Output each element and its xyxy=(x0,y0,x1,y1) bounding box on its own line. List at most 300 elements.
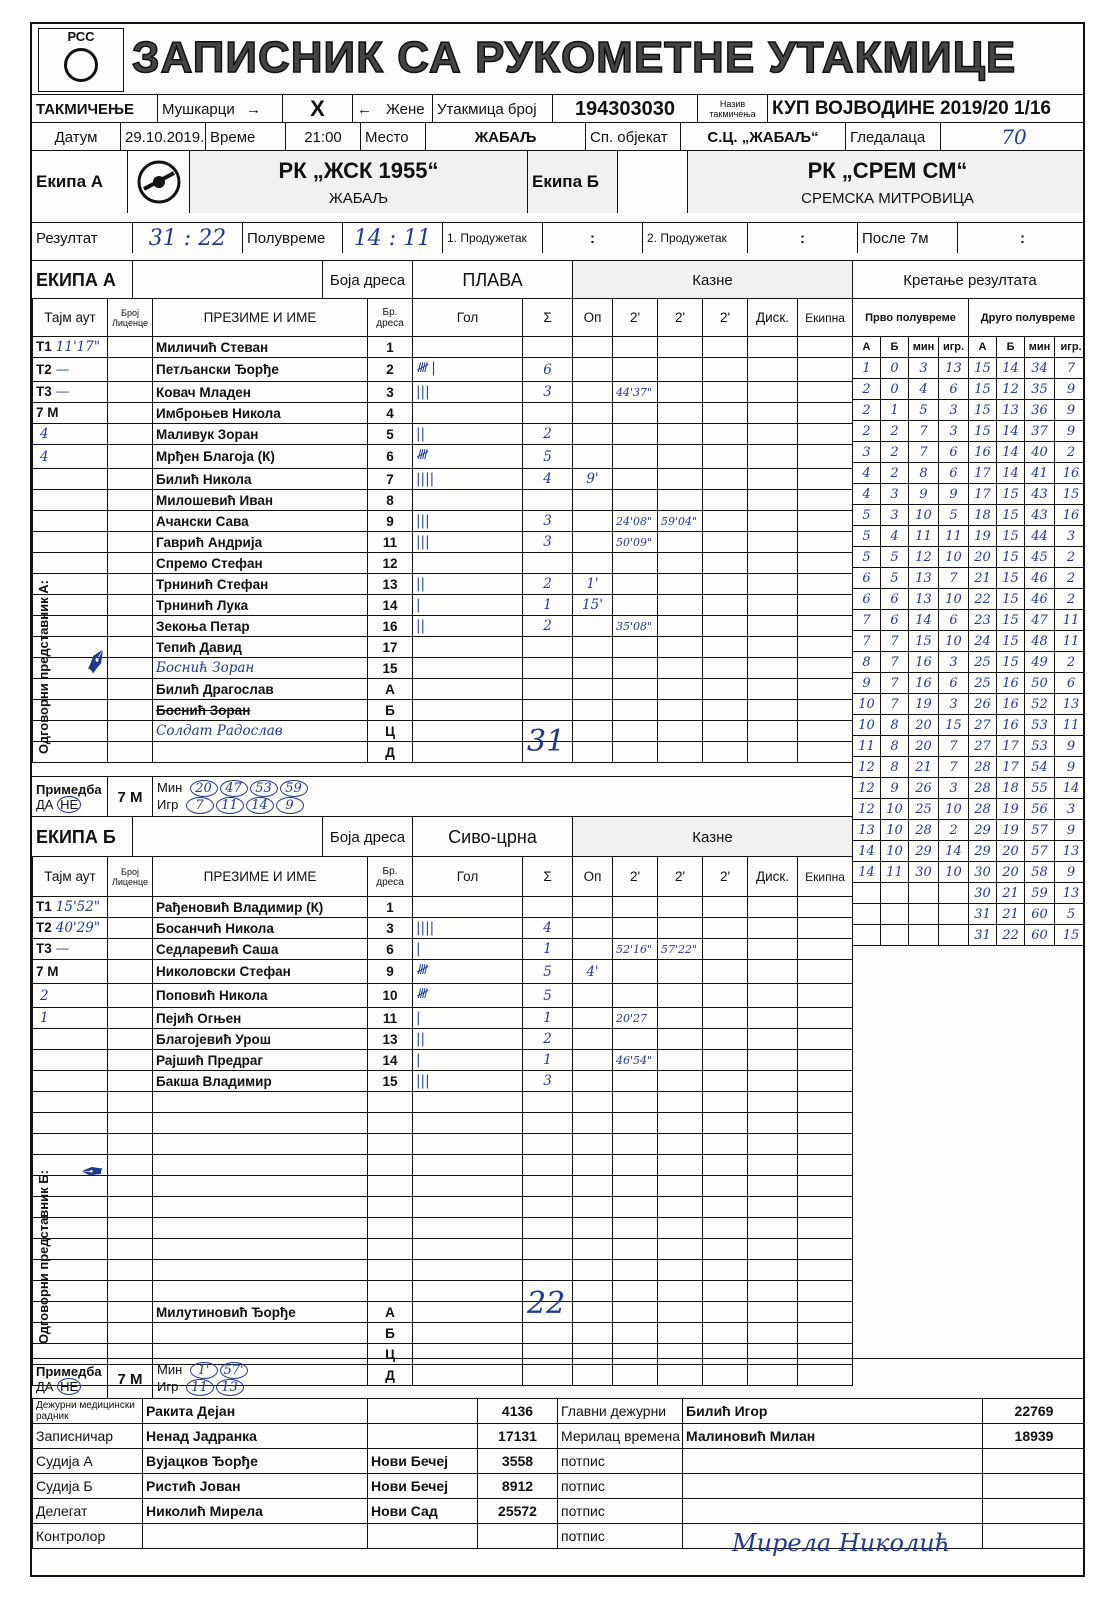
empty-cell xyxy=(748,1197,798,1218)
warning-cell xyxy=(573,490,613,511)
empty-cell xyxy=(703,1155,748,1176)
progress-cell: 53 xyxy=(1025,715,1055,736)
colb-licence: Број Лиценце xyxy=(108,857,153,897)
empty-cell xyxy=(573,1239,613,1260)
progress-cell: 44 xyxy=(1025,526,1055,547)
warning-cell xyxy=(573,358,613,382)
suspension-2 xyxy=(658,574,703,595)
warning-cell xyxy=(573,658,613,679)
timeout-label: 7 M xyxy=(36,963,59,979)
progress-cell: 22 xyxy=(969,589,997,610)
progress-cell: 13 xyxy=(1055,694,1085,715)
team-a-name: РК „ЖСК 1955“ xyxy=(278,157,439,183)
suspension-3 xyxy=(703,897,748,918)
progress-cell: 49 xyxy=(1025,652,1055,673)
p-b1: Б xyxy=(881,337,909,358)
player-name: Трнинић Стефан xyxy=(153,574,368,595)
col-disq: Диск. xyxy=(748,299,798,337)
player-name: Рађеновић Владимир (К) xyxy=(153,897,368,918)
table-row xyxy=(33,553,853,574)
official-name: Вујацков Ђорђе xyxy=(143,1449,368,1474)
disq-cell xyxy=(748,1071,798,1092)
player-name: Тепић Давид xyxy=(153,637,368,658)
empty-cell xyxy=(573,1260,613,1281)
suspension-1 xyxy=(613,984,658,1008)
goal-tally: ||| xyxy=(413,1071,523,1092)
progress-cell: 3 xyxy=(939,400,969,421)
team-a-title: ЕКИПА А xyxy=(36,269,116,290)
time-value: 21:00 xyxy=(285,123,360,151)
empty-cell xyxy=(573,1134,613,1155)
p-min2: мин xyxy=(1025,337,1055,358)
team-b-box xyxy=(687,151,1085,213)
progress-cell: 7 xyxy=(881,694,909,715)
licence-cell xyxy=(108,424,153,445)
suspension-1 xyxy=(613,358,658,382)
progress-cell: 7 xyxy=(909,421,939,442)
note-b-min-label: Мин xyxy=(157,1362,183,1377)
note-b-min-values xyxy=(190,1363,250,1378)
progress-cell: 10 xyxy=(939,862,969,883)
team-penalty-cell xyxy=(798,445,853,469)
official-city: Нови Сад xyxy=(368,1499,478,1524)
official-role-2: потпис xyxy=(558,1499,683,1524)
progress-cell: 12 xyxy=(997,379,1025,400)
progress-cell: 8 xyxy=(881,757,909,778)
competition-name-label: Назив такмичења xyxy=(697,95,767,123)
note-a-yes[interactable]: ДА xyxy=(36,797,54,812)
empty-cell xyxy=(368,1260,413,1281)
competition-name: КУП ВОЈВОДИНЕ 2019/20 1/16 xyxy=(767,95,1085,123)
timeout-cell xyxy=(33,382,108,403)
timeout-cell xyxy=(33,984,108,1008)
suspension-2 xyxy=(658,445,703,469)
suspension-3 xyxy=(703,469,748,490)
suspension-1 xyxy=(613,1029,658,1050)
team-b-total: 22 xyxy=(527,1286,566,1321)
empty-cell xyxy=(613,1260,658,1281)
empty-cell xyxy=(613,1323,658,1344)
after7-value: : xyxy=(957,223,1085,253)
table-row xyxy=(33,1050,853,1071)
empty-cell xyxy=(413,1176,523,1197)
progress-cell: 19 xyxy=(909,694,939,715)
progress-cell: 15 xyxy=(969,421,997,442)
jersey-number: 14 xyxy=(368,595,413,616)
official-role-2: потпис xyxy=(558,1449,683,1474)
licence-cell xyxy=(108,1071,153,1092)
timeout-cell xyxy=(33,1071,108,1092)
team-b-note-row xyxy=(32,1358,1085,1399)
note-a-igr-label: Игр xyxy=(157,797,179,812)
jersey-number: 6 xyxy=(368,445,413,469)
official-role: Контролор xyxy=(33,1524,143,1549)
official-row xyxy=(33,1499,1086,1524)
progress-cell: 2 xyxy=(1055,568,1085,589)
progress-cell: 6 xyxy=(853,589,881,610)
rep-b-label: Одговорни представник Б: xyxy=(36,1170,51,1344)
team-penalty-cell xyxy=(798,742,853,763)
empty-cell xyxy=(613,1134,658,1155)
empty-row xyxy=(33,1260,853,1281)
goal-tally: 𝍸 | xyxy=(413,358,523,382)
progress-cell: 14 xyxy=(997,463,1025,484)
empty-cell xyxy=(523,1323,573,1344)
progress-cell: 26 xyxy=(909,778,939,799)
progress-cell: 30 xyxy=(969,883,997,904)
goal-tally: |||| xyxy=(413,469,523,490)
suspension-1 xyxy=(613,721,658,742)
official-id-2 xyxy=(983,1499,1086,1524)
seven-m-value: 47 xyxy=(220,780,248,797)
note-b-igr-label: Игр xyxy=(157,1379,179,1394)
progress-cell: 10 xyxy=(881,799,909,820)
suspension-2 xyxy=(658,679,703,700)
suspension-3 xyxy=(703,403,748,424)
team-penalty-cell xyxy=(798,918,853,939)
empty-cell xyxy=(798,1260,853,1281)
empty-cell xyxy=(413,1239,523,1260)
progress-cell: 10 xyxy=(939,799,969,820)
progress-cell: 46 xyxy=(1025,568,1055,589)
team-b-players-table xyxy=(32,856,853,1386)
empty-cell xyxy=(748,1260,798,1281)
licence-cell xyxy=(108,960,153,984)
empty-cell xyxy=(703,1323,748,1344)
progress-cell: 14 xyxy=(909,610,939,631)
progress-cell: 5 xyxy=(909,400,939,421)
suspension-2 xyxy=(658,742,703,763)
team-penalty-cell xyxy=(798,574,853,595)
progress-cell: 48 xyxy=(1025,631,1055,652)
empty-cell xyxy=(748,1092,798,1113)
colb-team: Екипна xyxy=(798,857,853,897)
empty-cell xyxy=(413,1092,523,1113)
team-penalty-cell xyxy=(798,658,853,679)
competition-label: ТАКМИЧЕЊЕ xyxy=(36,100,134,118)
empty-cell xyxy=(413,1302,523,1323)
empty-row xyxy=(33,1281,853,1302)
progress-cell xyxy=(909,904,939,925)
handball-icon xyxy=(64,48,98,82)
team-penalty-cell xyxy=(798,490,853,511)
player-name: Трнинић Лука xyxy=(153,595,368,616)
team-a-columns xyxy=(33,299,853,337)
timeout-value: 4 xyxy=(40,426,49,442)
official-name-2 xyxy=(683,1449,983,1474)
team-penalty-cell xyxy=(798,532,853,553)
col-goal: Гол xyxy=(413,299,523,337)
licence-cell xyxy=(108,382,153,403)
team-penalty-cell xyxy=(798,721,853,742)
logo-text: РСС xyxy=(67,29,95,44)
warning-cell xyxy=(573,382,613,403)
table-row xyxy=(33,1008,853,1029)
empty-cell xyxy=(573,1323,613,1344)
empty-cell xyxy=(153,1239,368,1260)
progress-cell xyxy=(939,925,969,946)
empty-row xyxy=(33,1092,853,1113)
progress-cell: 23 xyxy=(969,610,997,631)
progress-cell: 30 xyxy=(969,862,997,883)
progress-row xyxy=(853,400,1086,421)
progress-cell xyxy=(881,925,909,946)
empty-cell xyxy=(703,1260,748,1281)
progress-cell: 2 xyxy=(939,820,969,841)
goal-sum xyxy=(523,679,573,700)
progress-cell: 3 xyxy=(939,421,969,442)
empty-cell xyxy=(613,1302,658,1323)
suspension-3 xyxy=(703,637,748,658)
goal-tally xyxy=(413,700,523,721)
progress-cell: 14 xyxy=(997,442,1025,463)
note-a-igr-row xyxy=(157,797,306,814)
penalties-label-b: Казне xyxy=(572,817,852,857)
licence-cell xyxy=(108,532,153,553)
goal-sum: 2 xyxy=(523,424,573,445)
progress-cell: 21 xyxy=(997,904,1025,925)
warning-cell xyxy=(573,553,613,574)
suspension-2 xyxy=(658,1050,703,1071)
suspension-3 xyxy=(703,1008,748,1029)
team-penalty-cell xyxy=(798,679,853,700)
progress-cell: 56 xyxy=(1025,799,1055,820)
suspension-1 xyxy=(613,403,658,424)
suspension-1 xyxy=(613,595,658,616)
progress-cell: 20 xyxy=(997,862,1025,883)
licence-cell xyxy=(108,679,153,700)
timeout-label: T1 xyxy=(36,339,52,354)
disq-cell xyxy=(748,490,798,511)
jersey-number: 15 xyxy=(368,658,413,679)
progress-cell: 28 xyxy=(969,799,997,820)
empty-cell xyxy=(413,1218,523,1239)
empty-cell xyxy=(798,1176,853,1197)
colb-jersey: Бр. дреса xyxy=(368,857,413,897)
result-row xyxy=(32,222,1085,253)
note-b-no[interactable]: НЕ xyxy=(57,1378,81,1395)
suspension-2 xyxy=(658,960,703,984)
warning-cell xyxy=(573,403,613,424)
suspension-1: 52'16" xyxy=(613,939,658,960)
empty-cell xyxy=(613,1239,658,1260)
note-a-label: Примедба xyxy=(36,782,102,797)
progress-cell: 37 xyxy=(1025,421,1055,442)
progress-cell: 13 xyxy=(853,820,881,841)
warning-cell: 4' xyxy=(573,960,613,984)
note-a-no[interactable]: НЕ xyxy=(57,796,81,813)
player-name: Боснић Зоран xyxy=(153,700,368,721)
jersey-number: 4 xyxy=(368,403,413,424)
progress-cell: 2 xyxy=(853,379,881,400)
progress-cell: 46 xyxy=(1025,589,1055,610)
progress-cell: 8 xyxy=(881,736,909,757)
progress-cell: 15 xyxy=(997,589,1025,610)
progress-row xyxy=(853,421,1086,442)
spectators-label: Гледалаца xyxy=(845,123,940,151)
table-row xyxy=(33,574,853,595)
progress-cell xyxy=(909,883,939,904)
progress-cell: 17 xyxy=(997,736,1025,757)
progress-cell: 20 xyxy=(969,547,997,568)
progress-cell: 5 xyxy=(939,505,969,526)
progress-cell: 6 xyxy=(939,463,969,484)
timeout-label: T2 xyxy=(36,920,52,935)
player-name: Имброњев Никола xyxy=(153,403,368,424)
progress-cell: 9 xyxy=(1055,757,1085,778)
progress-cell: 15 xyxy=(969,400,997,421)
empty-cell xyxy=(108,1176,153,1197)
rep-a-label: Одговорни представник А: xyxy=(36,580,51,754)
empty-cell xyxy=(798,1155,853,1176)
progress-row xyxy=(853,820,1086,841)
table-row xyxy=(33,616,853,637)
goal-tally: ||| xyxy=(413,382,523,403)
progress-cell: 7 xyxy=(881,631,909,652)
goal-sum xyxy=(523,553,573,574)
suspension-3 xyxy=(703,616,748,637)
colb-warn: Оп xyxy=(573,857,613,897)
team-penalty-cell xyxy=(798,984,853,1008)
disq-cell xyxy=(748,939,798,960)
men-checkbox[interactable]: X xyxy=(282,95,352,123)
player-name xyxy=(153,742,368,763)
disq-cell xyxy=(748,595,798,616)
progress-cell: 11 xyxy=(1055,631,1085,652)
empty-cell xyxy=(798,1197,853,1218)
warning-cell xyxy=(573,1071,613,1092)
player-name: Гаврић Андрија xyxy=(153,532,368,553)
empty-cell xyxy=(798,1092,853,1113)
progress-cell: 25 xyxy=(909,799,939,820)
officials-table xyxy=(32,1398,1085,1549)
empty-cell xyxy=(658,1113,703,1134)
suspension-1 xyxy=(613,445,658,469)
progress-cell: 10 xyxy=(909,505,939,526)
empty-cell xyxy=(368,1176,413,1197)
player-name: Петљански Ђорђе xyxy=(153,358,368,382)
official-name-2: Малиновић Милан xyxy=(683,1424,983,1449)
official-row xyxy=(33,1302,853,1323)
seven-m-value: 53 xyxy=(250,780,278,797)
colb-disq: Диск. xyxy=(748,857,798,897)
team-a-box xyxy=(189,151,527,213)
jersey-number: 8 xyxy=(368,490,413,511)
warning-cell xyxy=(573,721,613,742)
table-row xyxy=(33,939,853,960)
team-b-logo xyxy=(617,151,687,213)
progress-cell: 9 xyxy=(1055,379,1085,400)
empty-cell xyxy=(153,1092,368,1113)
progress-row xyxy=(853,904,1086,925)
empty-cell xyxy=(108,1218,153,1239)
jersey-number: 12 xyxy=(368,553,413,574)
empty-cell xyxy=(413,1260,523,1281)
empty-cell xyxy=(573,1113,613,1134)
jersey-number: 9 xyxy=(368,960,413,984)
goal-sum: 4 xyxy=(523,469,573,490)
disq-cell xyxy=(748,337,798,358)
licence-cell xyxy=(108,984,153,1008)
jersey-number: 11 xyxy=(368,1008,413,1029)
suspension-3 xyxy=(703,721,748,742)
warning-cell xyxy=(573,511,613,532)
jersey-number: Б xyxy=(368,700,413,721)
note-b-yes[interactable]: ДА xyxy=(36,1379,54,1394)
empty-cell xyxy=(658,1197,703,1218)
progress-cell: 2 xyxy=(1055,652,1085,673)
goal-tally xyxy=(413,721,523,742)
empty-cell xyxy=(658,1092,703,1113)
empty-cell xyxy=(153,1113,368,1134)
disq-cell xyxy=(748,742,798,763)
progress-cell: 5 xyxy=(853,547,881,568)
official-name: Ракита Дејан xyxy=(143,1399,368,1424)
player-name: Милошевић Иван xyxy=(153,490,368,511)
official-row xyxy=(33,1323,853,1344)
progress-cell: 9 xyxy=(1055,820,1085,841)
progress-cell: 11 xyxy=(853,736,881,757)
note-b-options xyxy=(36,1379,81,1394)
seven-m-value: 1' xyxy=(190,1362,218,1379)
progress-cell: 5 xyxy=(881,568,909,589)
progress-cell: 16 xyxy=(909,652,939,673)
progress-cell: 15 xyxy=(997,652,1025,673)
progress-half-header xyxy=(853,299,1086,337)
progress-row xyxy=(853,379,1086,400)
venue-value: С.Ц. „ЖАБАЉ“ xyxy=(680,123,845,151)
progress-cell: 9 xyxy=(1055,421,1085,442)
team-penalty-cell xyxy=(798,595,853,616)
men-label: Мушкарци xyxy=(157,95,242,123)
team-penalty-cell xyxy=(798,553,853,574)
progress-cell: 7 xyxy=(909,442,939,463)
p-a1: А xyxy=(853,337,881,358)
disq-cell xyxy=(748,382,798,403)
team-penalty-cell xyxy=(798,637,853,658)
progress-cell: 15 xyxy=(997,631,1025,652)
timeout-value: 1 xyxy=(40,1010,49,1026)
team-a-total: 31 xyxy=(527,724,566,759)
suspension-1: 50'09" xyxy=(613,532,658,553)
match-no: 194303030 xyxy=(552,95,697,123)
warning-cell xyxy=(573,1029,613,1050)
empty-row xyxy=(33,1113,853,1134)
goal-sum xyxy=(523,700,573,721)
goal-sum: 1 xyxy=(523,939,573,960)
progress-cell: 16 xyxy=(969,442,997,463)
progress-cell: 6 xyxy=(881,610,909,631)
suspension-2 xyxy=(658,490,703,511)
empty-cell xyxy=(748,1113,798,1134)
progress-row xyxy=(853,799,1086,820)
official-id: 8912 xyxy=(478,1474,558,1499)
progress-cell: 52 xyxy=(1025,694,1055,715)
official-id: 25572 xyxy=(478,1499,558,1524)
jersey-color-b: Сиво-црна xyxy=(412,817,572,857)
progress-cell: 8 xyxy=(881,715,909,736)
player-name: Миличић Стеван xyxy=(153,337,368,358)
empty-cell xyxy=(748,1218,798,1239)
empty-cell xyxy=(108,1155,153,1176)
empty-cell xyxy=(573,1155,613,1176)
empty-cell xyxy=(153,1260,368,1281)
jersey-number: А xyxy=(368,679,413,700)
official-id-2 xyxy=(983,1449,1086,1474)
timeout-value: 40'29" xyxy=(55,920,101,936)
empty-cell xyxy=(108,1113,153,1134)
jersey-number: 13 xyxy=(368,1029,413,1050)
